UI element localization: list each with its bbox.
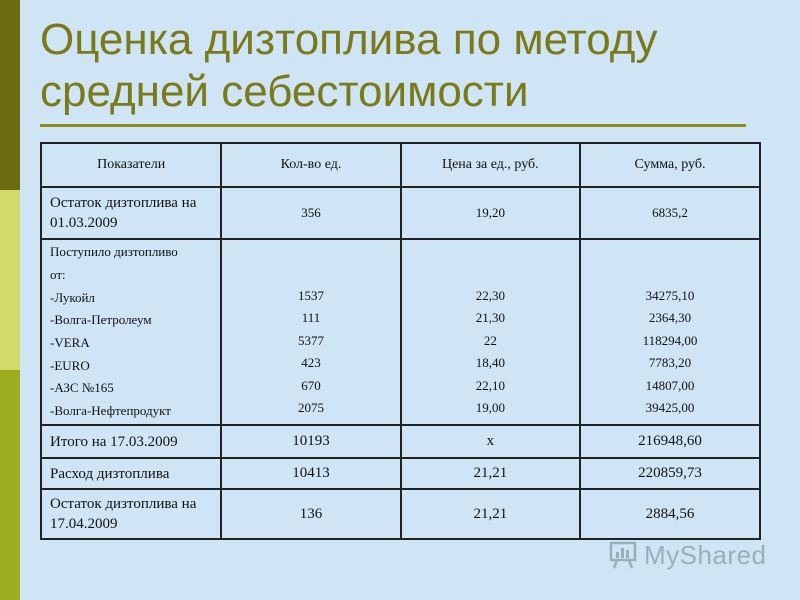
received-price-cell xyxy=(401,239,580,425)
opening-label: Остаток дизтоплива на 01.03.2009 xyxy=(41,187,221,239)
table-header-row xyxy=(41,143,760,187)
total-label: Итого на 17.03.2009 xyxy=(41,425,221,458)
supplier-qty: 111 xyxy=(301,310,321,325)
presentation-board-icon xyxy=(608,540,638,570)
supplier-qty: 1537 xyxy=(297,287,324,303)
slide-title xyxy=(40,14,760,118)
header-unit-price: Цена за ед., руб. xyxy=(401,143,580,187)
supplier-price: 22 xyxy=(483,332,497,348)
closing-qty: 136 xyxy=(221,489,400,539)
supplier-qty: 5377 xyxy=(297,332,324,348)
received-sum-cell xyxy=(580,239,760,425)
title-underline xyxy=(40,124,746,127)
table-row-total xyxy=(41,425,760,458)
supplier-price: 22,30 xyxy=(475,287,505,303)
supplier-name: -Лукойл xyxy=(50,289,95,305)
table-row-expense xyxy=(41,458,760,489)
supplier-name: -Волга-Петролеум xyxy=(50,312,152,328)
supplier-name: -EURO xyxy=(50,357,90,373)
supplier-sum: 39425,00 xyxy=(645,400,695,415)
total-price: x xyxy=(401,425,580,458)
received-label-line-2: от: xyxy=(50,266,66,282)
supplier-price: 19,00 xyxy=(475,400,505,415)
table-row-closing-balance xyxy=(41,489,760,539)
supplier-sum: 7783,20 xyxy=(648,355,692,370)
supplier-sum: 34275,10 xyxy=(645,287,695,303)
closing-price: 21,21 xyxy=(401,489,580,539)
supplier-price: 18,40 xyxy=(475,355,505,370)
header-sum: Сумма, руб. xyxy=(580,143,760,187)
table-row-received xyxy=(41,239,760,425)
expense-price: 21,21 xyxy=(401,458,580,489)
opening-price: 19,20 xyxy=(401,187,580,239)
supplier-qty: 423 xyxy=(301,355,321,370)
watermark-logo xyxy=(608,540,767,570)
supplier-sum: 118294,00 xyxy=(642,332,698,348)
fuel-valuation-table xyxy=(40,142,761,540)
supplier-name: -АЗС №165 xyxy=(50,380,114,396)
received-label-line-1: Поступило дизтопливо xyxy=(50,244,178,260)
supplier-qty: 670 xyxy=(301,377,321,393)
total-qty: 10193 xyxy=(221,425,400,458)
expense-sum: 220859,73 xyxy=(580,458,760,489)
supplier-price: 22,10 xyxy=(475,377,505,393)
slide-title-line-2: средней себестоимости xyxy=(40,67,529,116)
supplier-name: -VERA xyxy=(50,335,90,350)
header-indicators: Показатели xyxy=(41,143,221,187)
supplier-name: -Волга-Нефтепродукт xyxy=(50,403,171,419)
slide-title-line-1: Оценка дизтоплива по методу xyxy=(40,15,658,64)
decorative-stripe-bottom xyxy=(0,370,20,600)
received-qty-cell xyxy=(221,239,400,425)
opening-qty: 356 xyxy=(221,187,400,239)
header-quantity: Кол-во ед. xyxy=(221,143,400,187)
closing-label: Остаток дизтоплива на 17.04.2009 xyxy=(41,489,221,539)
supplier-sum: 2364,30 xyxy=(648,310,692,325)
decorative-stripe-middle xyxy=(0,190,20,370)
expense-label: Расход дизтоплива xyxy=(41,458,221,489)
total-sum: 216948,60 xyxy=(580,425,760,458)
supplier-sum: 14807,00 xyxy=(645,377,695,393)
opening-sum: 6835,2 xyxy=(580,187,760,239)
expense-qty: 10413 xyxy=(221,458,400,489)
closing-sum: 2884,56 xyxy=(580,489,760,539)
supplier-qty: 2075 xyxy=(297,400,324,415)
watermark-text: MyShared xyxy=(644,539,767,570)
supplier-price: 21,30 xyxy=(475,310,505,325)
decorative-stripe-top xyxy=(0,0,20,190)
received-label-cell xyxy=(41,239,221,425)
table-row-opening-balance xyxy=(41,187,760,239)
